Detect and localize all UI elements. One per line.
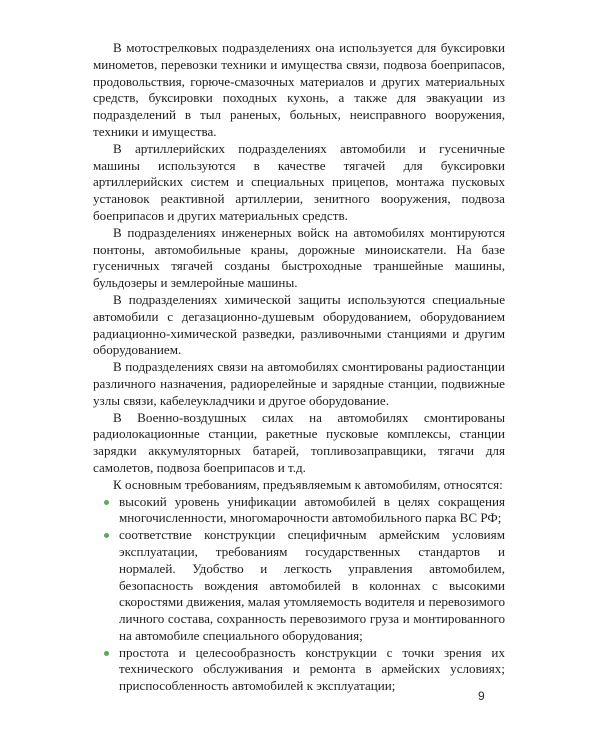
paragraph-requirements-intro: К основным требованиям, предъявляемым к автомобилям, относятся: xyxy=(113,476,503,492)
paragraph-signals: В подразделениях связи на автомобилях смонтированы радиостанции различного назначения, радиорелейные и зарядные станции, подвижные узлы связи, кабелеукладчики и другое оборудование. xyxy=(93,359,505,408)
list-item xyxy=(93,645,505,695)
paragraph-chemical-defense: В подразделениях химической защиты используются специальные автомобили с дегазационно-душевым оборудованием, оборудованием радиационно-химической разведки, разливочными станциями и другим оборудованием. xyxy=(93,291,505,358)
bullet-icon xyxy=(104,651,109,656)
paragraph-air-force: В Военно-воздушных силах на автомобилях смонтированы радиолокационные станции, ракетные пусковые комплексы, станции зарядки аккумуляторных батарей, топливозаправщики, тягачи для самолетов, подвоза боеприпасов и т.д. xyxy=(93,409,505,475)
paragraph-engineering: В подразделениях инженерных войск на автомобилях монтируются понтоны, автомобильные краны, дорожные миноискатели. На базе гусеничных тягачей созданы быстроходные траншейные машины, бульдозеры и землеройные машины. xyxy=(93,224,505,291)
list-item-text: соответствие конструкции специфичным армейским условиям эксплуатации, требованиям государственных стандартов и нормалей. Удобство и легкость управления автомобилем, безопасность вождения автомобилей в колоннах с высокими скоростями движения, малая утомляемость водителя и перевозимого личного состава, сохранность перевозимого груза и монтированного на автомобиле специального оборудования; xyxy=(119,527,505,643)
bullet-icon xyxy=(104,533,109,538)
list-item xyxy=(93,494,505,528)
bullet-icon xyxy=(104,500,109,505)
page-number: 9 xyxy=(478,689,485,703)
paragraph-artillery: В артиллерийских подразделениях автомобили и гусеничные машины используются в качестве тягачей для буксировки артиллерийских систем и специальных прицепов, монтажа пусковых установок реактивной артиллерии, зенитного вооружения, подвоза боеприпасов и других материальных средств. xyxy=(93,140,505,223)
list-item-text: простота и целесообразность конструкции с точки зрения их технического обслуживания и ремонта в армейских условиях; приспособленность автомобилей к эксплуатации; xyxy=(119,644,505,694)
body-text xyxy=(93,40,505,695)
list-item-text: высокий уровень унификации автомобилей в целях сокращения многочисленности, многомарочности автомобильного парка ВС РФ; xyxy=(119,493,505,526)
requirements-list xyxy=(93,494,505,696)
list-item xyxy=(93,527,505,645)
paragraph-motorized-rifle: В мотострелковых подразделениях она используется для буксировки минометов, перевозки техники и имущества связи, подвоза боеприпасов, продовольствия, горюче-смазочных материалов и других материальных средств, буксировки походных кухонь, а также для эвакуации из подразделений в тыл раненых, больных, неисправного вооружения, техники и имущества. xyxy=(93,40,505,139)
